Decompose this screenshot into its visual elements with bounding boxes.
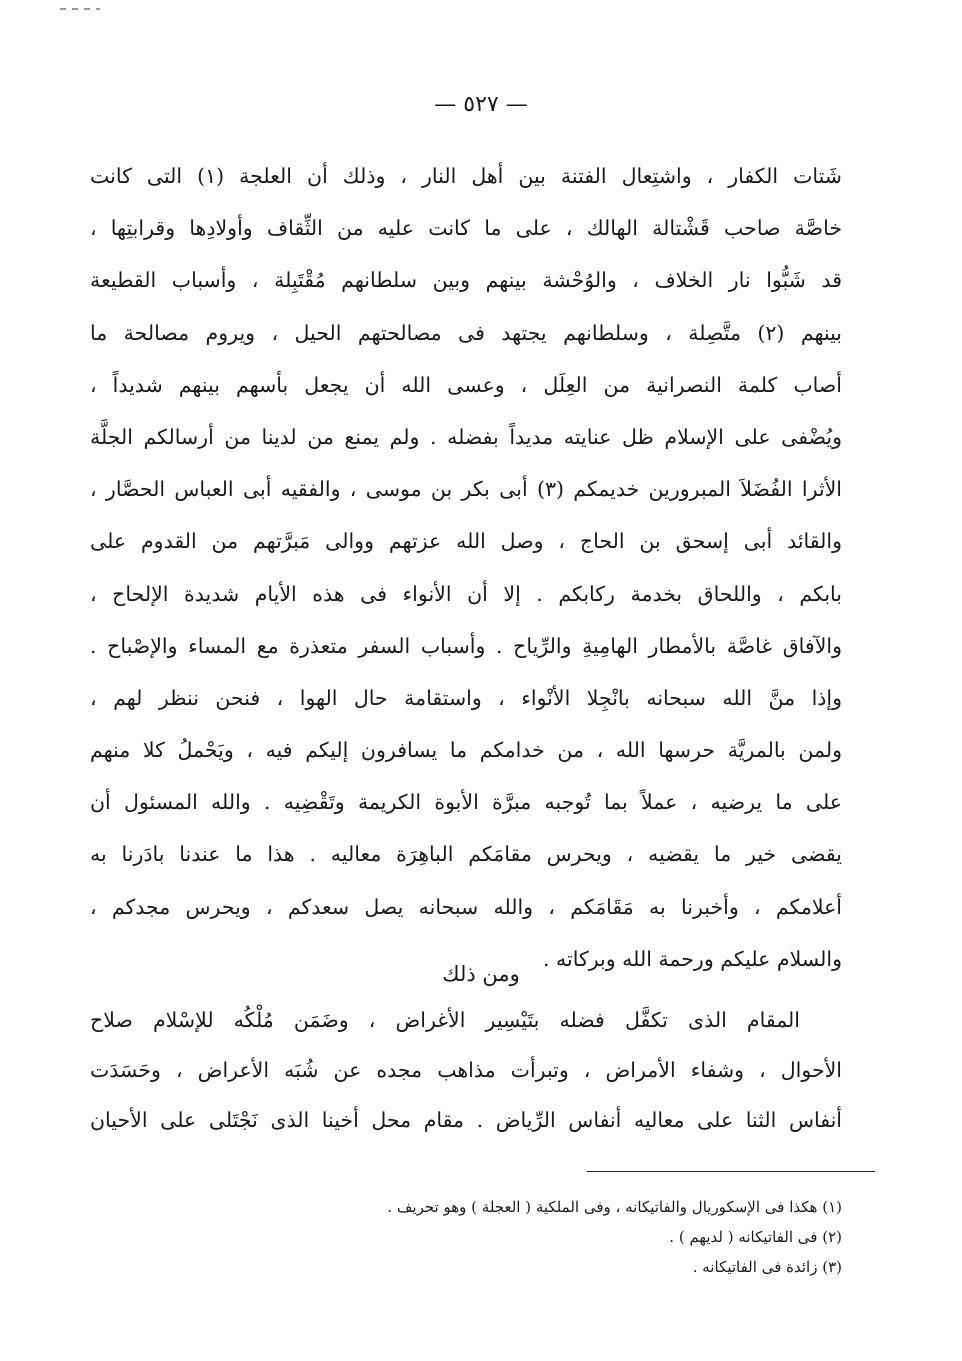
footnote: (١) هكذا فى الإسكوريال والفاتيكانه ، وفى الملكية ( العجلة ) وهو تحريف . <box>387 1198 842 1216</box>
text-line: يقضى خير ما يقضيه ، ويحرس مقامَكم الباهِرَة معاليه . هذا ما عندنا بادَرنا به <box>90 842 842 867</box>
text-line: والسلام عليكم ورحمة الله وبركاته . <box>543 946 842 971</box>
text-line: والآفاق غاصَّة بالأمطار الهامِيةِ والرِّياح . وأسباب السفر متعذرة مع المساء والإصْباح . <box>90 633 842 658</box>
text-line: خاصَّة صاحب قَشْتالة الهالك ، على ما كانت عليه من الثِّقاف وأولادِها وقرابتِها ، <box>90 216 842 241</box>
footnote: (٢) فى الفاتيكانه ( لديهم ) . <box>669 1228 842 1246</box>
text-line: شَتات الكفار ، واشتِعال الفتنة بين أهل النار ، وذلك أن العلجة (١) التى كانت <box>90 164 842 188</box>
text-line: بابكم ، واللحاق بخدمة ركابكم . إلا أن الأنواء فى هذه الأيام شديدة الإلحاح ، <box>90 581 842 606</box>
text-line: على ما يرضيه ، عملاً بما تُوجبه مبرَّة الأبوة الكريمة وتَقْضِيه . والله المسئول أن <box>90 790 842 815</box>
text-line: قد شَبُّوا نار الخلاف ، والوُحْشة بينهم وبين سلطانهم مُقْتَبِلة ، وأسباب القطيعة <box>90 268 842 293</box>
text-line: الأحوال ، وشفاء الأمراض ، وتبرأت مذاهب مجده عن شُبَه الأعراض ، وحَسَدَت <box>90 1058 842 1082</box>
text-line: وإذا منَّ الله سبحانه بانْجِلا الأنْواء ، واستقامة حال الهوا ، فنحن ننظر لهم ، <box>90 685 842 710</box>
text-line: أعلامكم ، وأخبرنا به مَقَامَكم ، والله سبحانه يصل سعدكم ، ويحرس مجدكم ، <box>90 894 842 919</box>
section-heading: ومن ذلك <box>442 962 520 986</box>
text-line: ولمن بالمريَّة حرسها الله ، من خدامكم ما يسافرون إليكم فيه ، ويَحْملُ كلا منهم <box>90 738 842 763</box>
text-line: أنفاس الثنا على معاليه أنفاس الرِّياض . مقام محل أخينا الذى نَجْتَلى على الأحيان <box>90 1108 842 1132</box>
footnote-divider <box>587 1171 875 1172</box>
text-line: أصاب كلمة النصرانية من العِلَل ، وعسى الله أن يجعل بأسهم بينهم شديداً ، <box>90 372 842 397</box>
scan-edge-mark <box>60 8 100 10</box>
text-line: الأثرا الفُضَلاَ المبرورين خديمكم (٣) أبى بكر بن موسى ، والفقيه أبى العباس الحصَّار ، <box>90 477 842 502</box>
text-line: والقائد أبى إسحق بن الحاج ، وصل الله عزتهم ووالى مَبرَّتهم من القدوم على <box>90 529 842 554</box>
footnotes <box>122 1192 842 1282</box>
main-paragraph <box>90 150 842 985</box>
footnote: (٣) زائدة فى الفاتيكانه . <box>692 1258 842 1276</box>
page-number: — ٥٢٧ — <box>434 92 528 117</box>
text-line: المقام الذى تكفَّل فضله بتَيْسِير الأغراض ، وضَمَن مُلْكُه للإسْلام صلاح <box>90 1008 800 1032</box>
second-paragraph <box>90 995 842 1145</box>
text-line: بينهم (٢) متَّصِلة ، وسلطانهم يجتهد فى مصالحتهم الحيل ، ويروم مصالحة ما <box>90 320 842 345</box>
text-line: ويُضْفى على الإسلام ظل عنايته مديداً بفضله . ولم يمنع من لدينا من أرسالكم الجلَّة <box>90 424 842 449</box>
